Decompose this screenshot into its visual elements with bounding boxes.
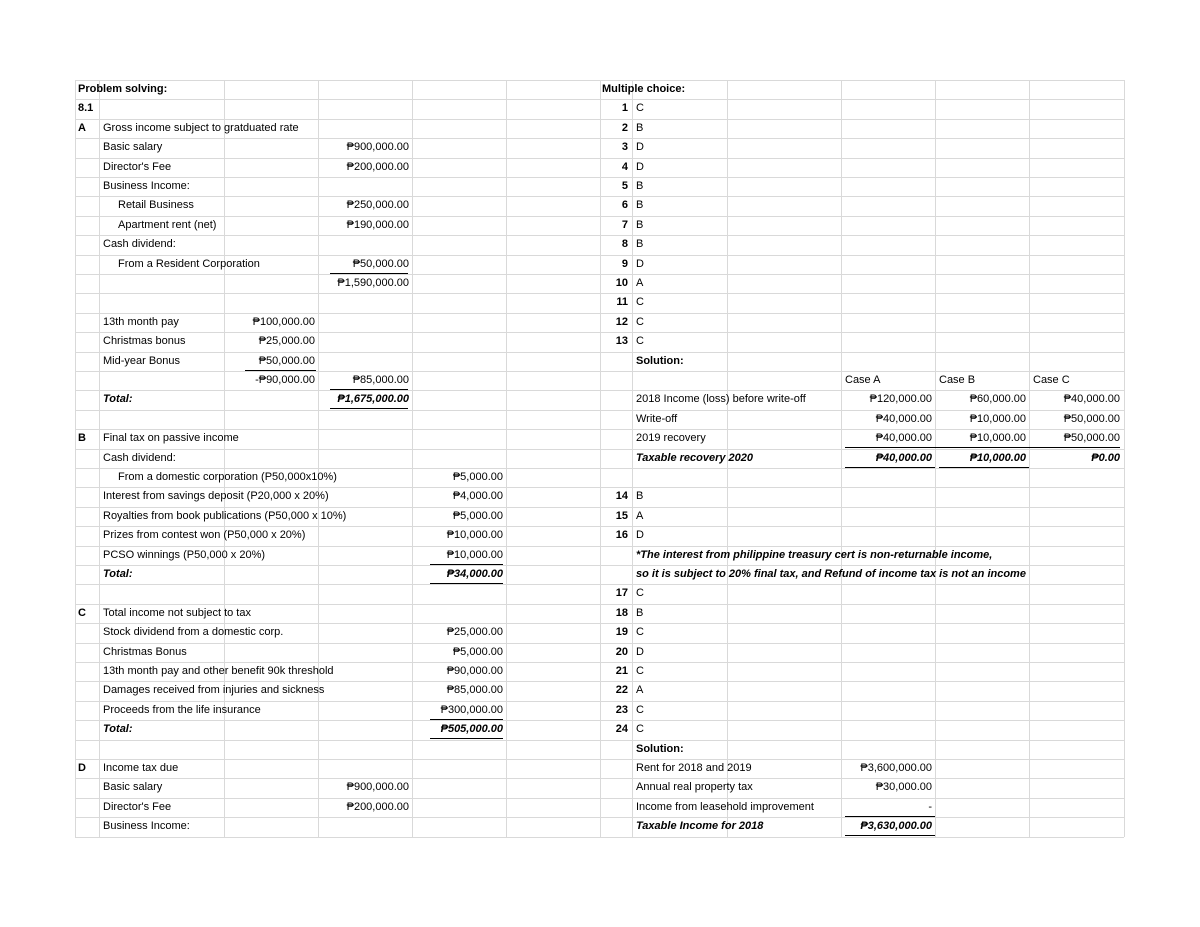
question-number: 9 (621, 257, 628, 270)
section-header: Problem solving: (78, 83, 168, 95)
answer-letter: B (636, 218, 644, 231)
question-number: 23 (615, 703, 628, 716)
answer-letter: C (636, 703, 644, 716)
solution-row-label: Write-off (636, 412, 678, 425)
item-label: Prizes from contest won (P50,000 x 20%) (103, 529, 306, 542)
total-value: ₱1,675,000.00 (337, 393, 409, 406)
solution-row-value: ₱10,000.00 (969, 412, 1026, 425)
total-underline (845, 835, 935, 836)
answer-letter: B (636, 606, 644, 619)
item-value: ₱85,000.00 (446, 684, 503, 697)
item-value: ₱25,000.00 (446, 626, 503, 639)
item-value: ₱5,000.00 (452, 509, 503, 522)
note-text: *The interest from philippine treasury cert is non-returnable income, (636, 548, 993, 561)
solution-row-value: ₱50,000.00 (1063, 432, 1120, 445)
section-title: Total income not subject to tax (103, 606, 251, 619)
total-label: Total: (103, 723, 133, 736)
item-value: ₱85,000.00 (352, 374, 409, 386)
note-text: so it is subject to 20% final tax, and Refund of income tax is not an income (636, 568, 1026, 580)
section-letter: A (78, 121, 86, 134)
item-value: ₱300,000.00 (440, 703, 503, 716)
total-value: ₱34,000.00 (446, 568, 503, 580)
total-underline (845, 447, 1120, 448)
answer-letter: D (636, 257, 644, 270)
solution-row-value: ₱3,600,000.00 (860, 762, 932, 774)
grid-col-line (75, 80, 76, 837)
item-value: ₱900,000.00 (346, 781, 409, 794)
total-underline (845, 467, 935, 468)
solution-row-value: ₱40,000.00 (875, 412, 932, 425)
item-value: ₱5,000.00 (452, 645, 503, 658)
subtotal-underline (245, 370, 316, 371)
item-label: 13th month pay (103, 315, 179, 328)
section-letter: B (78, 432, 86, 445)
question-number: 7 (621, 218, 628, 231)
question-number: 5 (621, 180, 628, 192)
answer-letter: C (636, 587, 644, 600)
question-number: 3 (621, 141, 628, 154)
question-number: 24 (615, 723, 628, 736)
solution-row-value: ₱60,000.00 (969, 393, 1026, 406)
answer-letter: C (636, 626, 644, 639)
answer-letter: B (636, 180, 644, 192)
question-number: 17 (615, 587, 628, 600)
item-label: Christmas bonus (103, 335, 186, 348)
answer-letter: C (636, 102, 644, 115)
item-label: Cash dividend: (103, 451, 176, 464)
item-label: Business Income: (103, 180, 190, 192)
problem-number: 8.1 (78, 102, 94, 115)
solution-row-value: - (928, 800, 932, 813)
answer-letter: A (636, 684, 644, 697)
item-label: Proceeds from the life insurance (103, 703, 261, 716)
solution-row-label: Annual real property tax (636, 781, 753, 794)
total-underline (430, 719, 503, 720)
question-number: 22 (615, 684, 628, 697)
question-number: 10 (615, 277, 628, 289)
item-value: ₱100,000.00 (252, 315, 315, 328)
item-value: ₱200,000.00 (346, 160, 409, 173)
question-number: 6 (621, 199, 628, 212)
item-label: Director's Fee (103, 800, 172, 813)
item-label: Cash dividend: (103, 238, 176, 251)
grid-col-line (1124, 80, 1125, 837)
solution-row-label: 2019 recovery (636, 432, 706, 445)
answer-letter: D (636, 160, 644, 173)
item-label: Stock dividend from a domestic corp. (103, 626, 284, 639)
total-label: Taxable Income for 2018 (636, 820, 764, 833)
solution-label: Solution: (636, 354, 684, 367)
item-label: Interest from savings deposit (P20,000 x 20%) (103, 490, 329, 503)
answer-letter: D (636, 529, 644, 542)
total-value: ₱0.00 (1091, 451, 1120, 464)
question-number: 18 (615, 606, 628, 619)
answer-letter: B (636, 490, 644, 503)
solution-row-label: Income from leasehold improvement (636, 800, 814, 813)
answer-letter: B (636, 121, 644, 134)
question-number: 4 (621, 160, 628, 173)
case-header: Case B (939, 374, 976, 386)
question-number: 20 (615, 645, 628, 658)
answer-letter: C (636, 665, 644, 677)
total-value: ₱40,000.00 (875, 451, 932, 464)
question-number: 14 (615, 490, 628, 503)
total-value: ₱505,000.00 (440, 723, 503, 736)
item-label: PCSO winnings (P50,000 x 20%) (103, 548, 266, 561)
total-label: Taxable recovery 2020 (636, 451, 754, 464)
answer-letter: A (636, 277, 644, 289)
total-underline (939, 467, 1029, 468)
answer-letter: B (636, 238, 644, 251)
solution-row-value: ₱120,000.00 (869, 393, 932, 406)
section-header: Multiple choice: (602, 83, 686, 95)
item-value: ₱10,000.00 (446, 529, 503, 542)
item-label: 13th month pay and other benefit 90k threshold (103, 665, 334, 677)
solution-row-value: ₱40,000.00 (1063, 393, 1120, 406)
subtotal-underline (330, 273, 408, 274)
item-label: Business Income: (103, 820, 190, 833)
item-label: From a Resident Corporation (118, 257, 260, 270)
item-value: ₱190,000.00 (346, 218, 409, 231)
question-number: 13 (615, 335, 628, 348)
item-label: Royalties from book publications (P50,000 x 10%) (103, 509, 347, 522)
answer-letter: D (636, 645, 644, 658)
solution-row-label: 2018 Income (loss) before write-off (636, 393, 806, 406)
case-header: Case C (1033, 374, 1070, 386)
solution-label: Solution: (636, 742, 684, 755)
item-value: ₱90,000.00 (446, 665, 503, 677)
item-value: ₱10,000.00 (446, 548, 503, 561)
question-number: 1 (621, 102, 628, 115)
item-label: Basic salary (103, 141, 163, 154)
answer-letter: D (636, 141, 644, 154)
answer-letter: C (636, 296, 644, 309)
total-label: Total: (103, 568, 133, 580)
total-underline (330, 408, 408, 409)
answer-letter: A (636, 509, 644, 522)
solution-row-value: ₱40,000.00 (875, 432, 932, 445)
grid-col-line (99, 80, 100, 837)
item-value: ₱250,000.00 (346, 199, 409, 212)
total-label: Total: (103, 393, 133, 406)
question-number: 2 (621, 121, 628, 134)
item-label: Damages received from injuries and sickness (103, 684, 325, 697)
solution-row-value: ₱10,000.00 (969, 432, 1026, 445)
section-title: Gross income subject to gratduated rate (103, 121, 299, 134)
question-number: 8 (621, 238, 628, 251)
solution-row-value: ₱30,000.00 (875, 781, 932, 794)
subtotal-value: ₱1,590,000.00 (337, 277, 409, 289)
answer-letter: B (636, 199, 644, 212)
section-title: Final tax on passive income (103, 432, 239, 445)
question-number: 15 (615, 509, 628, 522)
question-number: 21 (615, 665, 628, 677)
item-label: Basic salary (103, 781, 163, 794)
case-header: Case A (845, 374, 881, 386)
item-value: ₱5,000.00 (452, 471, 503, 483)
section-title: Income tax due (103, 762, 179, 774)
total-underline (845, 816, 935, 817)
item-value: ₱50,000.00 (258, 354, 315, 367)
solution-row-value: ₱50,000.00 (1063, 412, 1120, 425)
section-letter: D (78, 762, 86, 774)
item-label: Mid-year Bonus (103, 354, 181, 367)
question-number: 12 (615, 315, 628, 328)
item-value: ₱4,000.00 (452, 490, 503, 503)
total-underline (430, 583, 503, 584)
item-label: Christmas Bonus (103, 645, 187, 658)
item-value: ₱900,000.00 (346, 141, 409, 154)
grid-col-line (632, 80, 633, 837)
section-letter: C (78, 606, 86, 619)
total-value: ₱3,630,000.00 (860, 820, 932, 833)
item-value: ₱200,000.00 (346, 800, 409, 813)
item-value: ₱50,000.00 (352, 257, 409, 270)
total-underline (430, 564, 503, 565)
question-number: 16 (615, 529, 628, 542)
grid-col-line (224, 80, 225, 837)
question-number: 19 (615, 626, 628, 639)
total-value: ₱10,000.00 (969, 451, 1026, 464)
item-value: -₱90,000.00 (255, 374, 315, 386)
item-label: Director's Fee (103, 160, 172, 173)
item-label: Retail Business (118, 199, 194, 212)
item-label: From a domestic corporation (P50,000x10%) (118, 471, 337, 483)
answer-letter: C (636, 723, 644, 736)
total-underline (430, 738, 503, 739)
solution-row-label: Rent for 2018 and 2019 (636, 762, 752, 774)
question-number: 11 (616, 296, 628, 309)
answer-letter: C (636, 335, 644, 348)
item-value: ₱25,000.00 (258, 335, 315, 348)
item-label: Apartment rent (net) (118, 218, 217, 231)
grid-row-line (75, 837, 1124, 838)
answer-letter: C (636, 315, 644, 328)
total-underline (330, 389, 408, 390)
